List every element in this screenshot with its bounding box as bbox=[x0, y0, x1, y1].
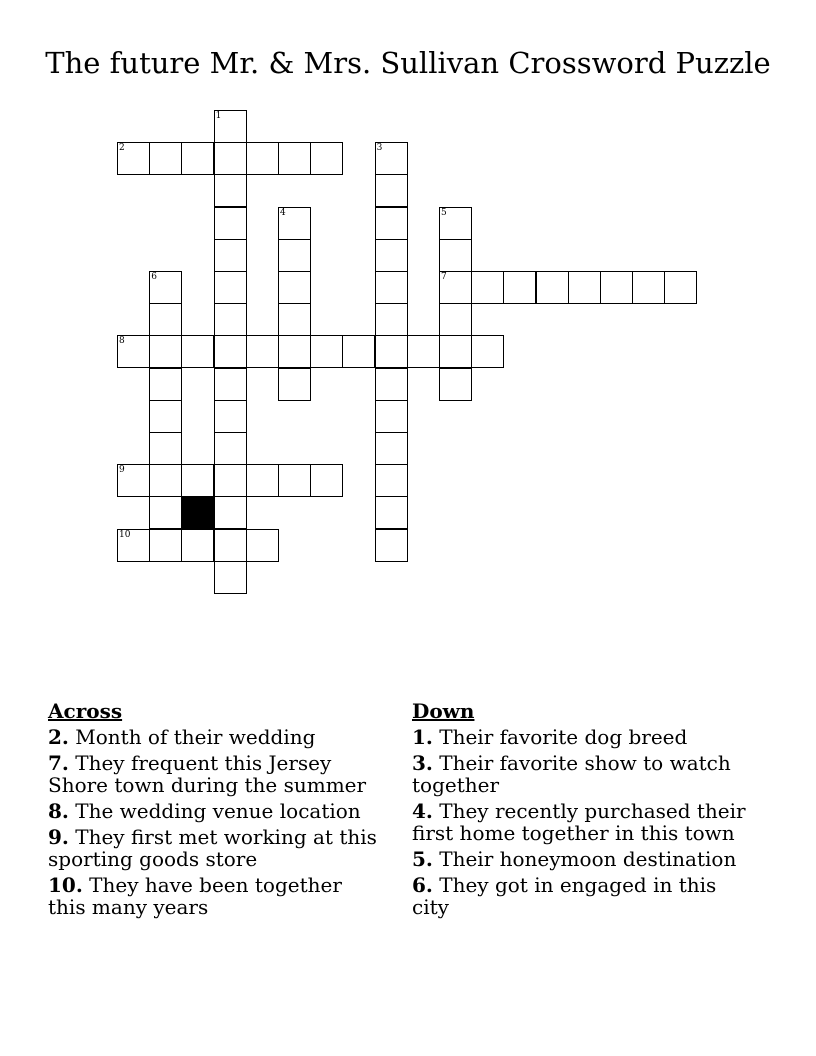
grid-cell[interactable] bbox=[117, 142, 150, 175]
grid-cell[interactable] bbox=[664, 271, 697, 304]
page-title: The future Mr. & Mrs. Sullivan Crossword Puzzle bbox=[45, 46, 771, 80]
clue-number-label: 5 bbox=[441, 207, 447, 218]
grid-cell[interactable] bbox=[310, 142, 343, 175]
down-clue bbox=[412, 848, 747, 870]
grid-cell[interactable] bbox=[375, 400, 408, 433]
across-clues bbox=[48, 700, 383, 922]
grid-cell[interactable] bbox=[246, 335, 279, 368]
grid-cell[interactable] bbox=[181, 335, 214, 368]
grid-cell[interactable] bbox=[214, 368, 247, 401]
grid-cell[interactable] bbox=[439, 271, 472, 304]
grid-cell[interactable] bbox=[214, 432, 247, 465]
clue-number-label: 4 bbox=[280, 207, 286, 218]
grid-cell[interactable] bbox=[568, 271, 601, 304]
clue-number: 8. bbox=[48, 799, 69, 823]
clue-number-label: 2 bbox=[119, 143, 125, 154]
grid-cell[interactable] bbox=[375, 303, 408, 336]
grid-cell[interactable] bbox=[407, 335, 440, 368]
grid-cell[interactable] bbox=[214, 110, 247, 143]
grid-cell[interactable] bbox=[246, 464, 279, 497]
clue-number: 1. bbox=[412, 725, 433, 749]
grid-cell[interactable] bbox=[278, 239, 311, 272]
clue-text: They recently purchased their first home together in this town bbox=[412, 799, 746, 845]
grid-cell[interactable] bbox=[278, 464, 311, 497]
grid-cell[interactable] bbox=[214, 239, 247, 272]
grid-cell[interactable] bbox=[149, 271, 182, 304]
grid-cell[interactable] bbox=[246, 142, 279, 175]
grid-cell[interactable] bbox=[149, 142, 182, 175]
grid-cell[interactable] bbox=[375, 207, 408, 240]
clue-number: 6. bbox=[412, 873, 433, 897]
clue-number-label: 6 bbox=[151, 272, 157, 282]
clue-number-label: 1 bbox=[215, 111, 222, 121]
grid-cell[interactable] bbox=[439, 207, 472, 240]
grid-cell[interactable] bbox=[375, 335, 408, 368]
across-clue bbox=[48, 874, 383, 918]
clue-text: Their favorite show to watch together bbox=[412, 751, 731, 797]
grid-cell[interactable] bbox=[214, 271, 247, 304]
grid-cell[interactable] bbox=[600, 271, 633, 304]
down-clue bbox=[412, 800, 747, 844]
grid-cell[interactable] bbox=[214, 174, 247, 207]
clue-number-label: 3 bbox=[376, 143, 383, 154]
grid-cell[interactable] bbox=[181, 464, 214, 497]
clue-text: Month of their wedding bbox=[75, 725, 316, 749]
grid-cell[interactable] bbox=[471, 335, 504, 368]
grid-cell[interactable] bbox=[375, 142, 408, 175]
grid-cell[interactable] bbox=[117, 529, 150, 562]
clue-number: 5. bbox=[412, 847, 433, 871]
grid-cell[interactable] bbox=[278, 303, 311, 336]
grid-cell[interactable] bbox=[375, 432, 408, 465]
across-clue bbox=[48, 800, 383, 822]
clue-number: 7. bbox=[48, 751, 69, 775]
grid-cell[interactable] bbox=[375, 464, 408, 497]
grid-cell[interactable] bbox=[149, 432, 182, 465]
grid-cell[interactable] bbox=[246, 529, 279, 562]
across-clue bbox=[48, 726, 383, 748]
down-clues bbox=[412, 700, 747, 922]
black-square bbox=[181, 496, 214, 529]
clue-number-label: 8 bbox=[119, 336, 125, 347]
grid-cell[interactable] bbox=[117, 464, 150, 497]
across-clue bbox=[48, 826, 383, 870]
grid-cell[interactable] bbox=[149, 335, 182, 368]
clue-number: 3. bbox=[412, 751, 433, 775]
grid-cell[interactable] bbox=[503, 271, 536, 304]
grid-cell[interactable] bbox=[439, 335, 472, 368]
clue-number-label: 10 bbox=[119, 529, 131, 540]
down-clue bbox=[412, 752, 747, 796]
across-heading: Across bbox=[48, 699, 123, 723]
grid-cell[interactable] bbox=[375, 368, 408, 401]
grid-cell[interactable] bbox=[214, 335, 247, 368]
grid-cell[interactable] bbox=[214, 142, 247, 175]
grid-cell[interactable] bbox=[342, 335, 375, 368]
grid-cell[interactable] bbox=[149, 496, 182, 529]
grid-cell[interactable] bbox=[149, 400, 182, 433]
grid-cell[interactable] bbox=[117, 335, 150, 368]
grid-cell[interactable] bbox=[149, 464, 182, 497]
grid-cell[interactable] bbox=[214, 400, 247, 433]
grid-cell[interactable] bbox=[214, 303, 247, 336]
grid-cell[interactable] bbox=[214, 561, 247, 594]
across-clue bbox=[48, 752, 383, 796]
grid-cell[interactable] bbox=[536, 271, 569, 304]
grid-cell[interactable] bbox=[375, 496, 408, 529]
clue-number: 10. bbox=[48, 873, 83, 897]
grid-cell[interactable] bbox=[439, 368, 472, 401]
clue-text: The wedding venue location bbox=[75, 799, 361, 823]
grid-cell[interactable] bbox=[181, 142, 214, 175]
grid-cell[interactable] bbox=[278, 207, 311, 240]
grid-cell[interactable] bbox=[375, 239, 408, 272]
clue-number: 2. bbox=[48, 725, 69, 749]
down-clue bbox=[412, 874, 747, 918]
grid-cell[interactable] bbox=[278, 335, 311, 368]
grid-cell[interactable] bbox=[149, 529, 182, 562]
grid-cell[interactable] bbox=[149, 368, 182, 401]
grid-cell[interactable] bbox=[149, 303, 182, 336]
grid-cell[interactable] bbox=[375, 529, 408, 562]
grid-cell[interactable] bbox=[181, 529, 214, 562]
grid-cell[interactable] bbox=[214, 496, 247, 529]
grid-cell[interactable] bbox=[439, 303, 472, 336]
grid-cell[interactable] bbox=[471, 271, 504, 304]
grid-cell[interactable] bbox=[310, 335, 343, 368]
clue-number: 9. bbox=[48, 825, 69, 849]
grid-cell[interactable] bbox=[278, 271, 311, 304]
grid-cell[interactable] bbox=[632, 271, 665, 304]
clue-text: They first met working at this sporting goods store bbox=[48, 825, 377, 871]
grid-cell[interactable] bbox=[214, 207, 247, 240]
grid-cell[interactable] bbox=[375, 271, 408, 304]
clue-number: 4. bbox=[412, 799, 433, 823]
clue-number-label: 7 bbox=[441, 272, 447, 282]
clue-text: Their honeymoon destination bbox=[439, 847, 737, 871]
grid-cell[interactable] bbox=[439, 239, 472, 272]
down-heading: Down bbox=[412, 699, 475, 723]
clue-number-label: 9 bbox=[119, 465, 125, 476]
clue-text: They got in engaged in this city bbox=[412, 873, 717, 919]
grid-cell[interactable] bbox=[278, 368, 311, 401]
clue-text: They have been together this many years bbox=[48, 873, 342, 919]
clue-text: They frequent this Jersey Shore town during the summer bbox=[48, 751, 367, 797]
grid-cell[interactable] bbox=[310, 464, 343, 497]
grid-cell[interactable] bbox=[214, 464, 247, 497]
clue-text: Their favorite dog breed bbox=[439, 725, 688, 749]
grid-cell[interactable] bbox=[375, 174, 408, 207]
grid-cell[interactable] bbox=[214, 529, 247, 562]
down-clue bbox=[412, 726, 747, 748]
grid-cell[interactable] bbox=[278, 142, 311, 175]
